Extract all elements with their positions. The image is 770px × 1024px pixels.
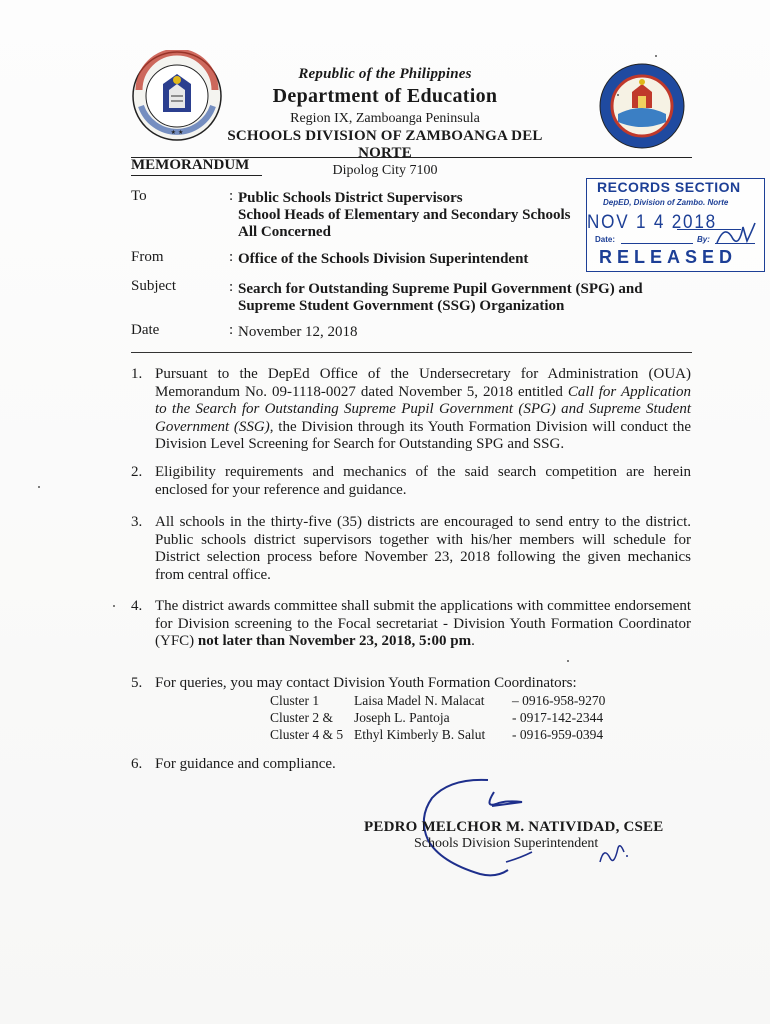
contact-row [270,709,605,726]
date-value: November 12, 2018 [238,324,358,340]
paragraph-text: Eligibility requirements and mechanics of the said search competition are herein enclosed for your reference and guidance. [155,464,691,498]
deadline-text: not later than November 23, 2018, 5:00 pm [197,633,472,649]
to-line: School Heads of Elementary and Secondary Schools [238,207,571,223]
paragraph-text-part: Pursuant to the DepEd Office of the Undersecretary for Administration (OUA) Memorandum No. 09-1118-0027 dated November 5, 2018 entitled [155,366,691,400]
subject-colon: : [229,279,234,295]
subject-line: Search for Outstanding Supreme Pupil Government (SPG) and [238,281,643,297]
memo-title: MEMORANDUM [131,157,250,173]
memo-title-underline [131,175,262,176]
from-value: Office of the Schools Division Superintendent [238,251,529,267]
paragraph-5 [131,675,691,693]
letterhead [200,66,570,179]
paragraph-text [155,598,691,651]
stamp-by-label: By: [697,235,710,244]
signatory-title: Schools Division Superintendent [414,836,599,851]
region-line: Region IX, Zamboanga Peninsula [290,111,480,126]
from-label: From [131,249,164,265]
paragraph-number: 5. [131,675,143,691]
department-line: Department of Education [272,85,498,107]
paragraph-number: 1. [131,366,143,382]
paragraph-text: For guidance and compliance. [155,756,336,772]
subject-value [238,281,643,315]
contact-name: Joseph L. Pantoja [354,710,450,725]
signatory-name: PEDRO MELCHOR M. NATIVIDAD, CSEE [364,819,664,835]
subject-label: Subject [131,278,176,294]
contact-name: Ethyl Kimberly B. Salut [354,727,486,742]
to-line: Public Schools District Supervisors [238,190,463,206]
scan-speck [38,486,40,488]
division-seal-icon [598,62,686,150]
paragraph-number: 2. [131,464,143,480]
contact-cluster: Cluster 2 & [270,710,333,725]
paragraph-text-part: . [471,633,475,649]
stamp-date: NOV 1 4 2018 [587,212,717,233]
stamp-title: RECORDS SECTION [597,179,741,195]
from-colon: : [229,249,234,265]
contact-row [270,692,605,709]
contact-cluster: Cluster 4 & 5 [270,727,344,742]
scan-speck [655,55,657,57]
paragraph-3 [131,514,691,584]
paragraph-number: 4. [131,598,143,614]
paragraph-1 [131,366,691,454]
contact-phone: - 0916-959-0394 [512,727,604,742]
paragraph-4 [131,598,691,651]
paragraph-text [155,366,691,454]
paragraph-text: For queries, you may contact Division Youth Formation Coordinators: [155,675,577,691]
contact-list [270,692,605,743]
to-colon: : [229,188,234,204]
scan-speck [617,94,619,96]
fields-divider [131,352,692,353]
contact-name: Laisa Madel N. Malacat [354,693,485,708]
records-section-stamp [586,178,765,272]
contact-phone: - 0917-142-2344 [512,710,604,725]
stamp-date-field-rule [621,243,693,244]
contact-cluster: Cluster 1 [270,693,320,708]
paragraph-text-part: The district awards committee shall submit the applications with committee endorsement for Division screening to the Focal secretariat - Division Youth Formation Coordinator (YFC) [155,598,691,649]
svg-text:★ ★: ★ ★ [170,129,184,136]
division-line: SCHOOLS DIVISION OF ZAMBOANGA DEL NORTE [227,128,543,161]
contact-phone: – 0916-958-9270 [512,693,606,708]
stamp-released: RELEASED [599,247,738,267]
date-label: Date [131,322,160,338]
scan-speck [567,660,569,662]
paragraph-number: 6. [131,756,143,772]
scan-speck [113,605,115,607]
stamp-initial-signature-icon [713,219,757,249]
memo-reference-title: Call for Application to the Search for Outstanding Supreme Pupil Government (SPG) and Supreme Student Government (SSG) [155,383,691,435]
paragraph-text-part: , the Division through its Youth Formation Division will conduct the Division Level Screening for Search for Outstanding SPG and SSG. [155,418,692,452]
city-line: Dipolog City 7100 [332,163,438,178]
stamp-office: DepED, Division of Zambo. Norte [603,198,729,207]
to-line: All Concerned [238,224,331,240]
contact-row [270,726,605,743]
paragraph-text: All schools in the thirty-five (35) districts are encouraged to send entry to the district. Public schools district supervisors together with his/her members will schedule for District selection process before November 23, 2018 following the given mechanics from central office. [155,514,691,583]
paragraph-2 [131,464,691,499]
stamp-date-label: Date: [595,235,616,244]
to-recipients [238,190,571,241]
date-colon: : [229,322,234,338]
subject-line: Supreme Student Government (SSG) Organization [238,298,565,314]
republic-line: Republic of the Philippines [298,66,472,82]
to-label: To [131,188,147,204]
initials-mark-icon [596,836,630,868]
paragraph-number: 3. [131,514,143,530]
